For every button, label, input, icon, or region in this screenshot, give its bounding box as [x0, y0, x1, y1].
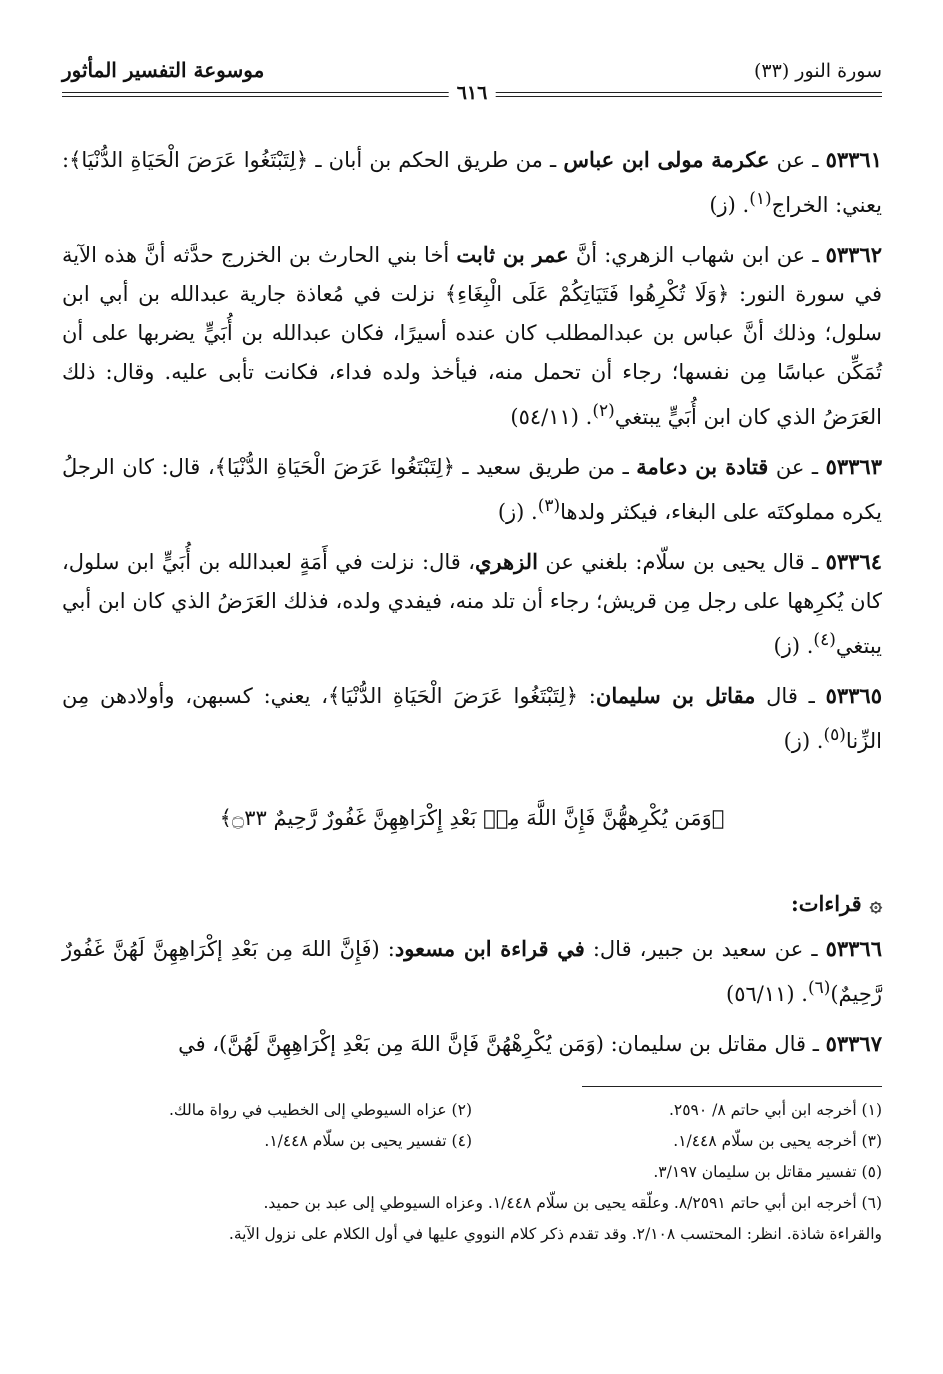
entry-source: قتادة بن دعامة — [636, 454, 769, 479]
entry-text: : — [578, 684, 596, 708]
entry-number: ٥٣٣٦١ — [825, 147, 882, 172]
footnote-ref[interactable]: (٢) — [592, 401, 615, 421]
footnote-2: (٢) عزاه السيوطي إلى الخطيب في رواة مالك. — [168, 1101, 472, 1119]
entry-text: نزلت في مُعاذة جارية عبدالله بن أبي ابن سلول؛ وذلك أنَّ عباس بن عبدالمطلب كان عنده أسيرًا، فكان عبدالله بن أُبَيٍّ يضربها على أن تُمَكِّن عباسًا مِن نفسها؛ رجاء أن تحمل منه، فيأخذ ولده فداء، فكانت تأبى عليه. وقال: ذلك العَرَضُ الذي كان ابن أُبَيٍّ يبتغي — [62, 282, 882, 429]
footnote-6-continued: والقراءة شاذة. انظر: المحتسب ٢/١٠٨. وقد تقدم ذكر كلام النووي عليها في أول الكلام على نزول الآية. — [228, 1225, 882, 1243]
quran-quote: ﴿وَلَا تُكْرِهُوا فَتَيَاتِكُمْ عَلَى الْبِغَاءِ﴾ — [444, 282, 730, 306]
entry-number: ٥٣٣٦٥ — [825, 683, 882, 708]
entry-number: ٥٣٣٦٢ — [825, 242, 883, 267]
entry-number: ٥٣٣٦٣ — [825, 454, 882, 479]
quran-quote: ﴿لِتَبْتَغُوا عَرَضَ الْحَيَاةِ الدُّنْيَا﴾ — [328, 684, 579, 708]
footnote-ref[interactable]: (٣) — [537, 496, 561, 516]
entry-number: ٥٣٣٦٧ — [825, 1031, 882, 1056]
footnote-6: (٦) أخرجه ابن أبي حاتم ٨/٢٥٩١. وعلّقه يحيى بن سلّام ١/٤٤٨. وعزاه السيوطي إلى عبد بن حميد. — [263, 1194, 882, 1212]
footnote-4: (٤) تفسير يحيى بن سلّام ١/٤٤٨. — [264, 1132, 472, 1150]
footnote-ref[interactable]: (٦) — [807, 978, 831, 998]
entry-text: : (فَإِنَّ اللهَ مِن بَعْدِ إكْرَاهِهِنَّ لَهُنَّ غَفُورٌ رَّحِيمٌ) — [62, 937, 882, 1006]
footnote-ref[interactable]: (٥) — [823, 725, 846, 745]
entry-text: ـ عن — [769, 148, 819, 172]
entry-text: . (٥٦/١١) — [725, 982, 808, 1006]
entry-text: ، يعني: كسبهن، وأولادهن مِن الزِّنا — [62, 684, 882, 753]
entry-text: . (٥٤/١١) — [510, 405, 593, 429]
footnote-ref[interactable]: (١) — [749, 189, 772, 209]
header-book-title: موسوعة التفسير المأثور — [62, 58, 265, 82]
footnote-divider — [582, 1086, 882, 1087]
section-title: قراءات: — [790, 891, 862, 916]
entry-text: . (ز) — [709, 193, 750, 217]
entry-text: . (ز) — [783, 729, 824, 753]
entry-53366 — [62, 929, 882, 1014]
entry-text: ـ قال يحيى بن سلّام: بلغني عن — [537, 550, 819, 574]
entry-text: ـ عن سعيد بن جبير، قال: — [584, 937, 818, 961]
entry-text: ـ من طريق سعيد ـ — [454, 455, 637, 479]
entry-text: ـ قال مقاتل بن سليمان: (وَمَن يُكْرِهْهُنَّ فَإنَّ اللهَ مِن بَعْدِ إكْرَاهِهِنَّ لَهُنَّ)، في — [178, 1032, 819, 1056]
entry-53365 — [62, 676, 882, 761]
entry-number: ٥٣٣٦٤ — [825, 549, 883, 574]
star-icon: ۞ — [869, 891, 882, 916]
entry-text: ، قال: كان الرجلُ يكره مملوكتَه على البغاء، فيكثر ولدها — [62, 455, 882, 524]
footnote-1: (١) أخرجه ابن أبي حاتم ٨/ ٢٥٩٠. — [668, 1101, 882, 1119]
quran-quote: ﴿لِتَبْتَغُوا عَرَضَ الْحَيَاةِ الدُّنْيَا﴾ — [214, 455, 455, 479]
header-surah: سورة النور (٣٣) — [754, 60, 882, 82]
footnote-3: (٣) أخرجه يحيى بن سلّام ١/٤٤٨. — [673, 1132, 882, 1150]
page-header — [62, 52, 882, 106]
entry-text: . (ز) — [773, 634, 814, 658]
entry-text: ـ من طريق الحكم بن أبان ـ — [308, 148, 564, 172]
entry-text: ، قال: نزلت في أَمَةٍ لعبدالله بن أُبَيٍّ ابن سلول، كان يُكرِهها على رجل مِن قريش؛ رجاء أن تلد منه، فيفدي ولده، فذلك العَرَضُ الذي كان ابن أبي يبتغي — [62, 550, 882, 658]
entry-text: . (ز) — [497, 500, 538, 524]
footnote-5: (٥) تفسير مقاتل بن سليمان ٣/١٩٧. — [653, 1163, 882, 1181]
footnote-row — [62, 1126, 882, 1157]
main-text — [62, 140, 882, 1064]
entry-source: مقاتل بن سليمان — [595, 683, 756, 708]
entry-number: ٥٣٣٦٦ — [825, 936, 882, 961]
quran-verse: ﴿وَمَن يُكْرِههُّنَّ فَإِنَّ اللَّهَ مِنۢ بَعْدِ إِكْرَاهِهِنَّ غَفُورٌ رَّحِيمٌ ۝٣٣﴾ — [219, 806, 725, 830]
page — [62, 52, 882, 1250]
entry-53363 — [62, 447, 882, 532]
section-heading — [62, 884, 882, 923]
entry-53367 — [62, 1024, 882, 1064]
entry-source: في قراءة ابن مسعود — [394, 936, 585, 961]
entry-source: عمر بن ثابت — [456, 242, 569, 267]
entry-text: : يعني: الخراج — [62, 148, 882, 217]
entry-53364 — [62, 542, 882, 666]
footnote-ref[interactable]: (٤) — [813, 630, 836, 650]
entry-text: أخا بني الحارث بن الخزرج حدَّثه أنَّ هذه الآية في سورة النور: — [62, 243, 882, 306]
entry-source: عكرمة مولى ابن عباس — [563, 147, 770, 172]
footnotes — [62, 1095, 882, 1250]
quran-quote: ﴿لِتَبْتَغُوا عَرَضَ الْحَيَاةِ الدُّنْيَا﴾ — [69, 148, 309, 172]
entry-text: ـ قال — [755, 684, 815, 708]
footnote-row — [62, 1095, 882, 1126]
entry-text: ـ عن — [768, 455, 819, 479]
entry-text: ـ عن ابن شهاب الزهري: أنَّ — [568, 243, 819, 267]
page-number: ٦١٦ — [449, 82, 496, 104]
entry-source: الزهري — [475, 549, 538, 574]
entry-53362 — [62, 235, 882, 437]
entry-53361 — [62, 140, 882, 225]
